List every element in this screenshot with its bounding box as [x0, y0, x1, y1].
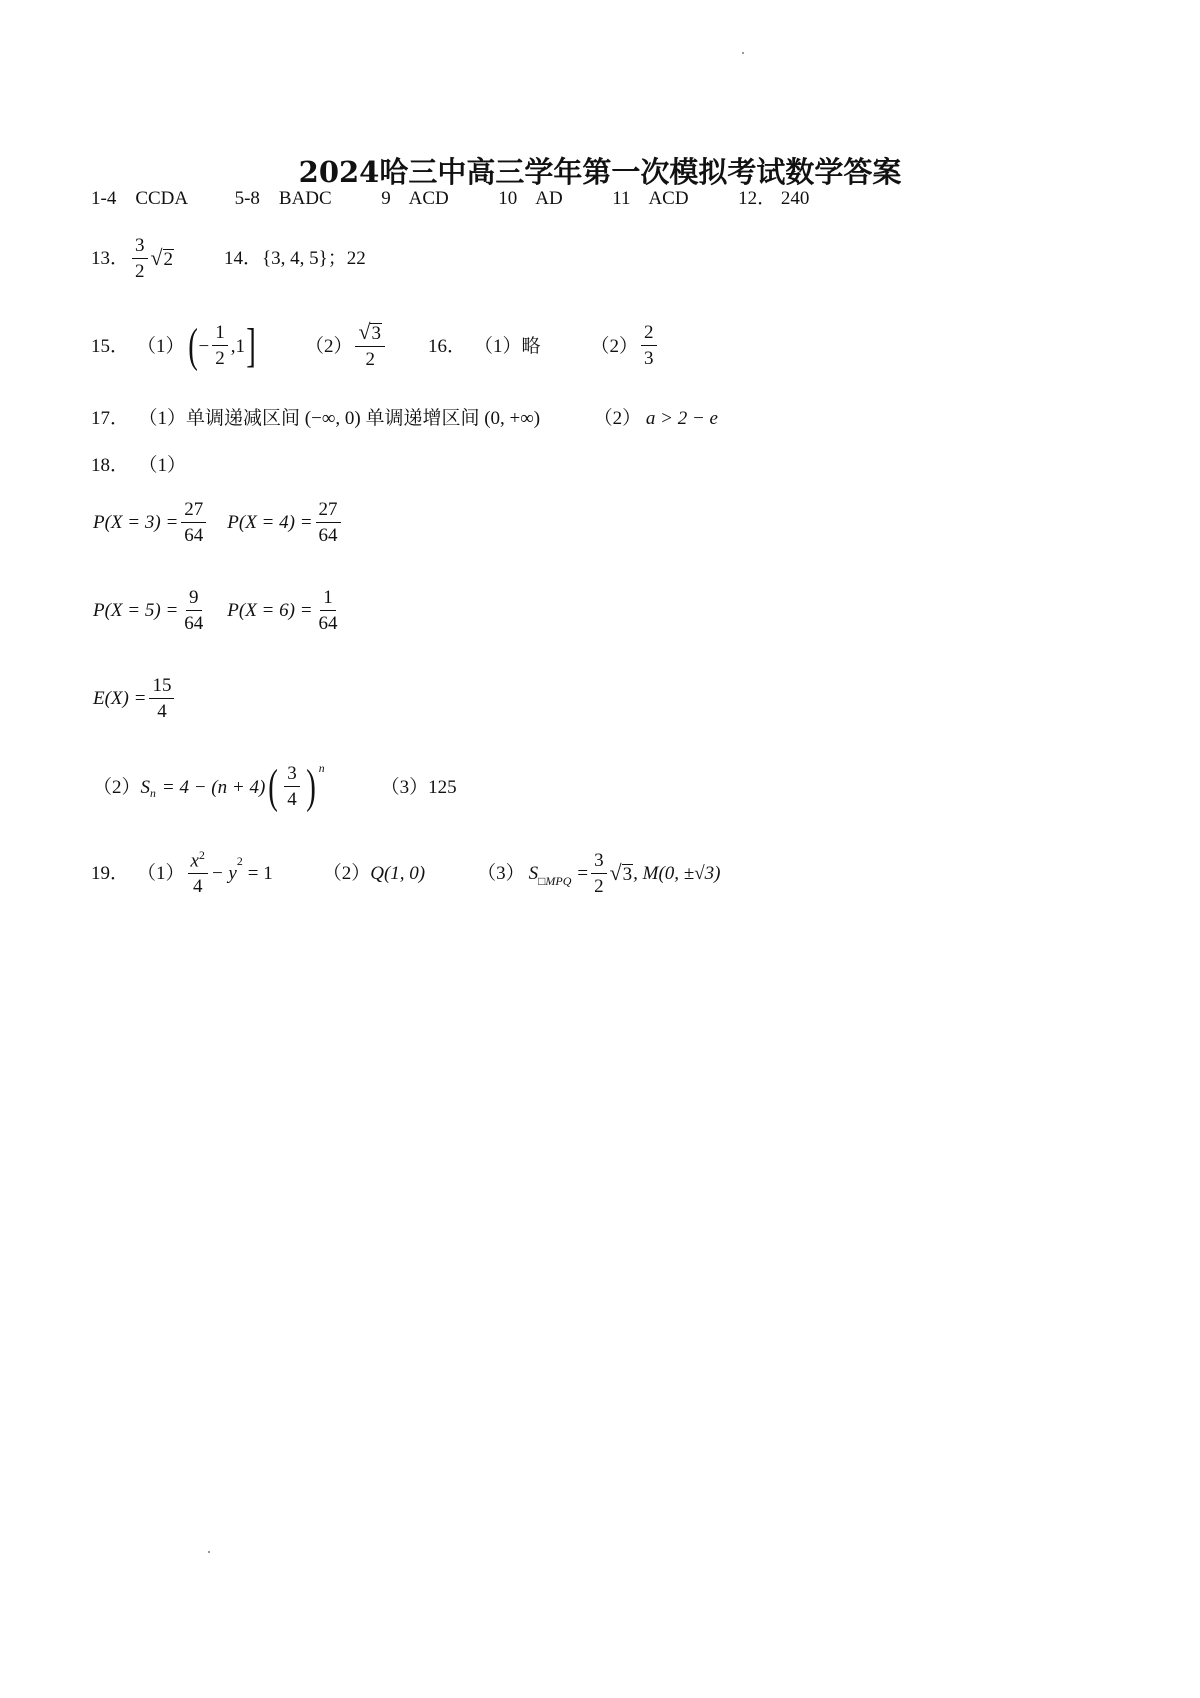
increasing-interval: (0, +∞)	[484, 408, 541, 429]
denominator: 64	[184, 612, 204, 634]
q-answer: {3, 4, 5}；22	[262, 248, 366, 270]
m-answer: , M(0, ±√3)	[633, 863, 721, 885]
q-answer: AD	[535, 188, 563, 209]
prob-lhs: P(X = 3) =	[93, 512, 179, 534]
numerator: 27	[181, 500, 206, 523]
equals: =	[577, 863, 589, 885]
interval: − $\frac{1}{2}$ ,1	[198, 322, 245, 369]
answer-row-17	[91, 409, 718, 428]
numerator: 3	[284, 764, 300, 787]
left-bracket: (	[187, 319, 198, 372]
right-paren: )	[305, 760, 316, 813]
sn-expression: = 4 − (n + 4)	[161, 776, 266, 798]
q-answer: CCDA	[135, 188, 188, 209]
fraction	[188, 850, 208, 897]
q-label: 13．	[91, 248, 130, 270]
q-label: 19．	[91, 863, 130, 885]
numerator: 27	[316, 500, 341, 523]
probability-row-1	[93, 500, 344, 546]
fraction	[149, 676, 174, 722]
q-answer: a > 2 − e	[645, 408, 718, 429]
q-label: 10	[498, 188, 518, 209]
radicand: 3	[371, 322, 381, 344]
right-bracket: ]	[246, 319, 256, 372]
q-answer: ACD	[648, 188, 689, 209]
q-label: 17．	[91, 408, 130, 429]
numerator: 1	[320, 588, 336, 611]
numerator: 1	[212, 323, 228, 346]
answer-row-1-12	[91, 189, 809, 208]
denominator: 2	[594, 875, 604, 897]
denominator: 4	[192, 876, 203, 898]
fraction	[284, 764, 300, 810]
numerator: 2	[641, 323, 657, 346]
answer-row-13-14	[91, 236, 366, 282]
numerator: 9	[186, 588, 202, 611]
hx-exponent: 2	[198, 849, 205, 862]
q-label: 9	[381, 188, 391, 209]
denominator: 64	[318, 612, 338, 634]
answer-row-18	[91, 456, 186, 475]
hy-exponent: 2	[236, 855, 243, 868]
fraction	[355, 322, 385, 370]
part-label: （1）单调递减区间	[138, 408, 301, 429]
hy: − y	[210, 863, 237, 885]
part-label: （2）	[304, 335, 353, 357]
denominator: 4	[287, 789, 297, 810]
radical-sign-icon: √	[609, 860, 622, 885]
expectation-row	[93, 676, 177, 722]
denominator: 2	[215, 348, 225, 369]
part-label: （1）	[137, 335, 185, 357]
q-label: 12．	[738, 188, 777, 209]
radicand: 3	[622, 863, 633, 885]
area-symbol: S	[528, 863, 539, 885]
q-answer: ACD	[408, 188, 449, 209]
sum-row	[93, 760, 457, 813]
q-answer: BADC	[278, 188, 332, 209]
sn-symbol: S	[140, 776, 151, 798]
part-label: （3）	[477, 863, 525, 885]
square-root	[151, 248, 175, 270]
interval-right: ,1	[230, 335, 245, 357]
increasing-label: 单调递增区间	[365, 408, 480, 429]
part-label: （1）	[137, 863, 185, 885]
denominator: 2	[135, 260, 145, 282]
fraction	[316, 500, 341, 546]
answer-row-19	[91, 850, 720, 897]
hyperbola-rhs: = 1	[247, 863, 273, 885]
prob-lhs: P(X = 6) =	[227, 600, 313, 622]
fraction	[132, 236, 148, 282]
q-answer: Q(1, 0)	[370, 863, 426, 885]
denominator: 4	[157, 700, 167, 722]
fraction	[316, 588, 341, 634]
sn-exponent: n	[318, 762, 325, 775]
radicand: 2	[163, 248, 174, 270]
q-answer: 240	[780, 188, 810, 209]
numerator: 3	[132, 236, 148, 259]
hx: x	[190, 850, 199, 872]
part-label: （2）	[93, 776, 141, 798]
scan-speck	[208, 1551, 210, 1553]
numerator: 3	[591, 851, 607, 874]
q-label: 5-8	[234, 188, 260, 209]
denominator: 2	[365, 349, 375, 370]
left-paren: (	[268, 760, 279, 813]
probability-row-2	[93, 588, 344, 634]
denominator: 64	[318, 524, 338, 546]
q-label: 14．	[224, 248, 263, 270]
prob-lhs: P(X = 4) =	[227, 512, 313, 534]
fraction	[641, 323, 657, 369]
numerator	[355, 322, 385, 347]
part-label: （1）略	[474, 335, 541, 357]
square-root	[609, 860, 634, 885]
part-label: （2）	[590, 335, 639, 357]
decreasing-interval: (−∞, 0)	[304, 408, 361, 429]
fraction	[181, 500, 206, 546]
expectation-lhs: E(X) =	[93, 688, 147, 710]
q-label: 1-4	[91, 188, 117, 209]
part-label: （2）	[593, 408, 642, 429]
part-label: （3）125	[380, 776, 457, 798]
fraction	[212, 323, 228, 369]
prob-lhs: P(X = 5) =	[93, 600, 179, 622]
part-label: （1）	[138, 455, 187, 476]
q-label: 16．	[427, 335, 466, 357]
denominator: 64	[184, 524, 204, 546]
radical-sign-icon: √	[358, 320, 371, 345]
radical-sign-icon: √	[150, 246, 163, 271]
denominator: 3	[644, 348, 654, 369]
answer-row-15-16	[91, 319, 660, 372]
area-subscript: □MPQ	[538, 873, 572, 888]
q-label: 11	[612, 188, 631, 209]
fraction	[181, 588, 206, 634]
q-label: 18．	[91, 455, 130, 476]
q-label: 15．	[91, 335, 130, 357]
sn-subscript: n	[150, 787, 156, 801]
scan-speck	[742, 52, 744, 54]
part-label: （2）	[322, 863, 371, 885]
page-title: 2024哈三中高三学年第一次模拟考试数学答案	[298, 155, 902, 189]
numerator	[188, 850, 208, 874]
fraction	[591, 851, 607, 897]
numerator: 15	[149, 676, 174, 699]
